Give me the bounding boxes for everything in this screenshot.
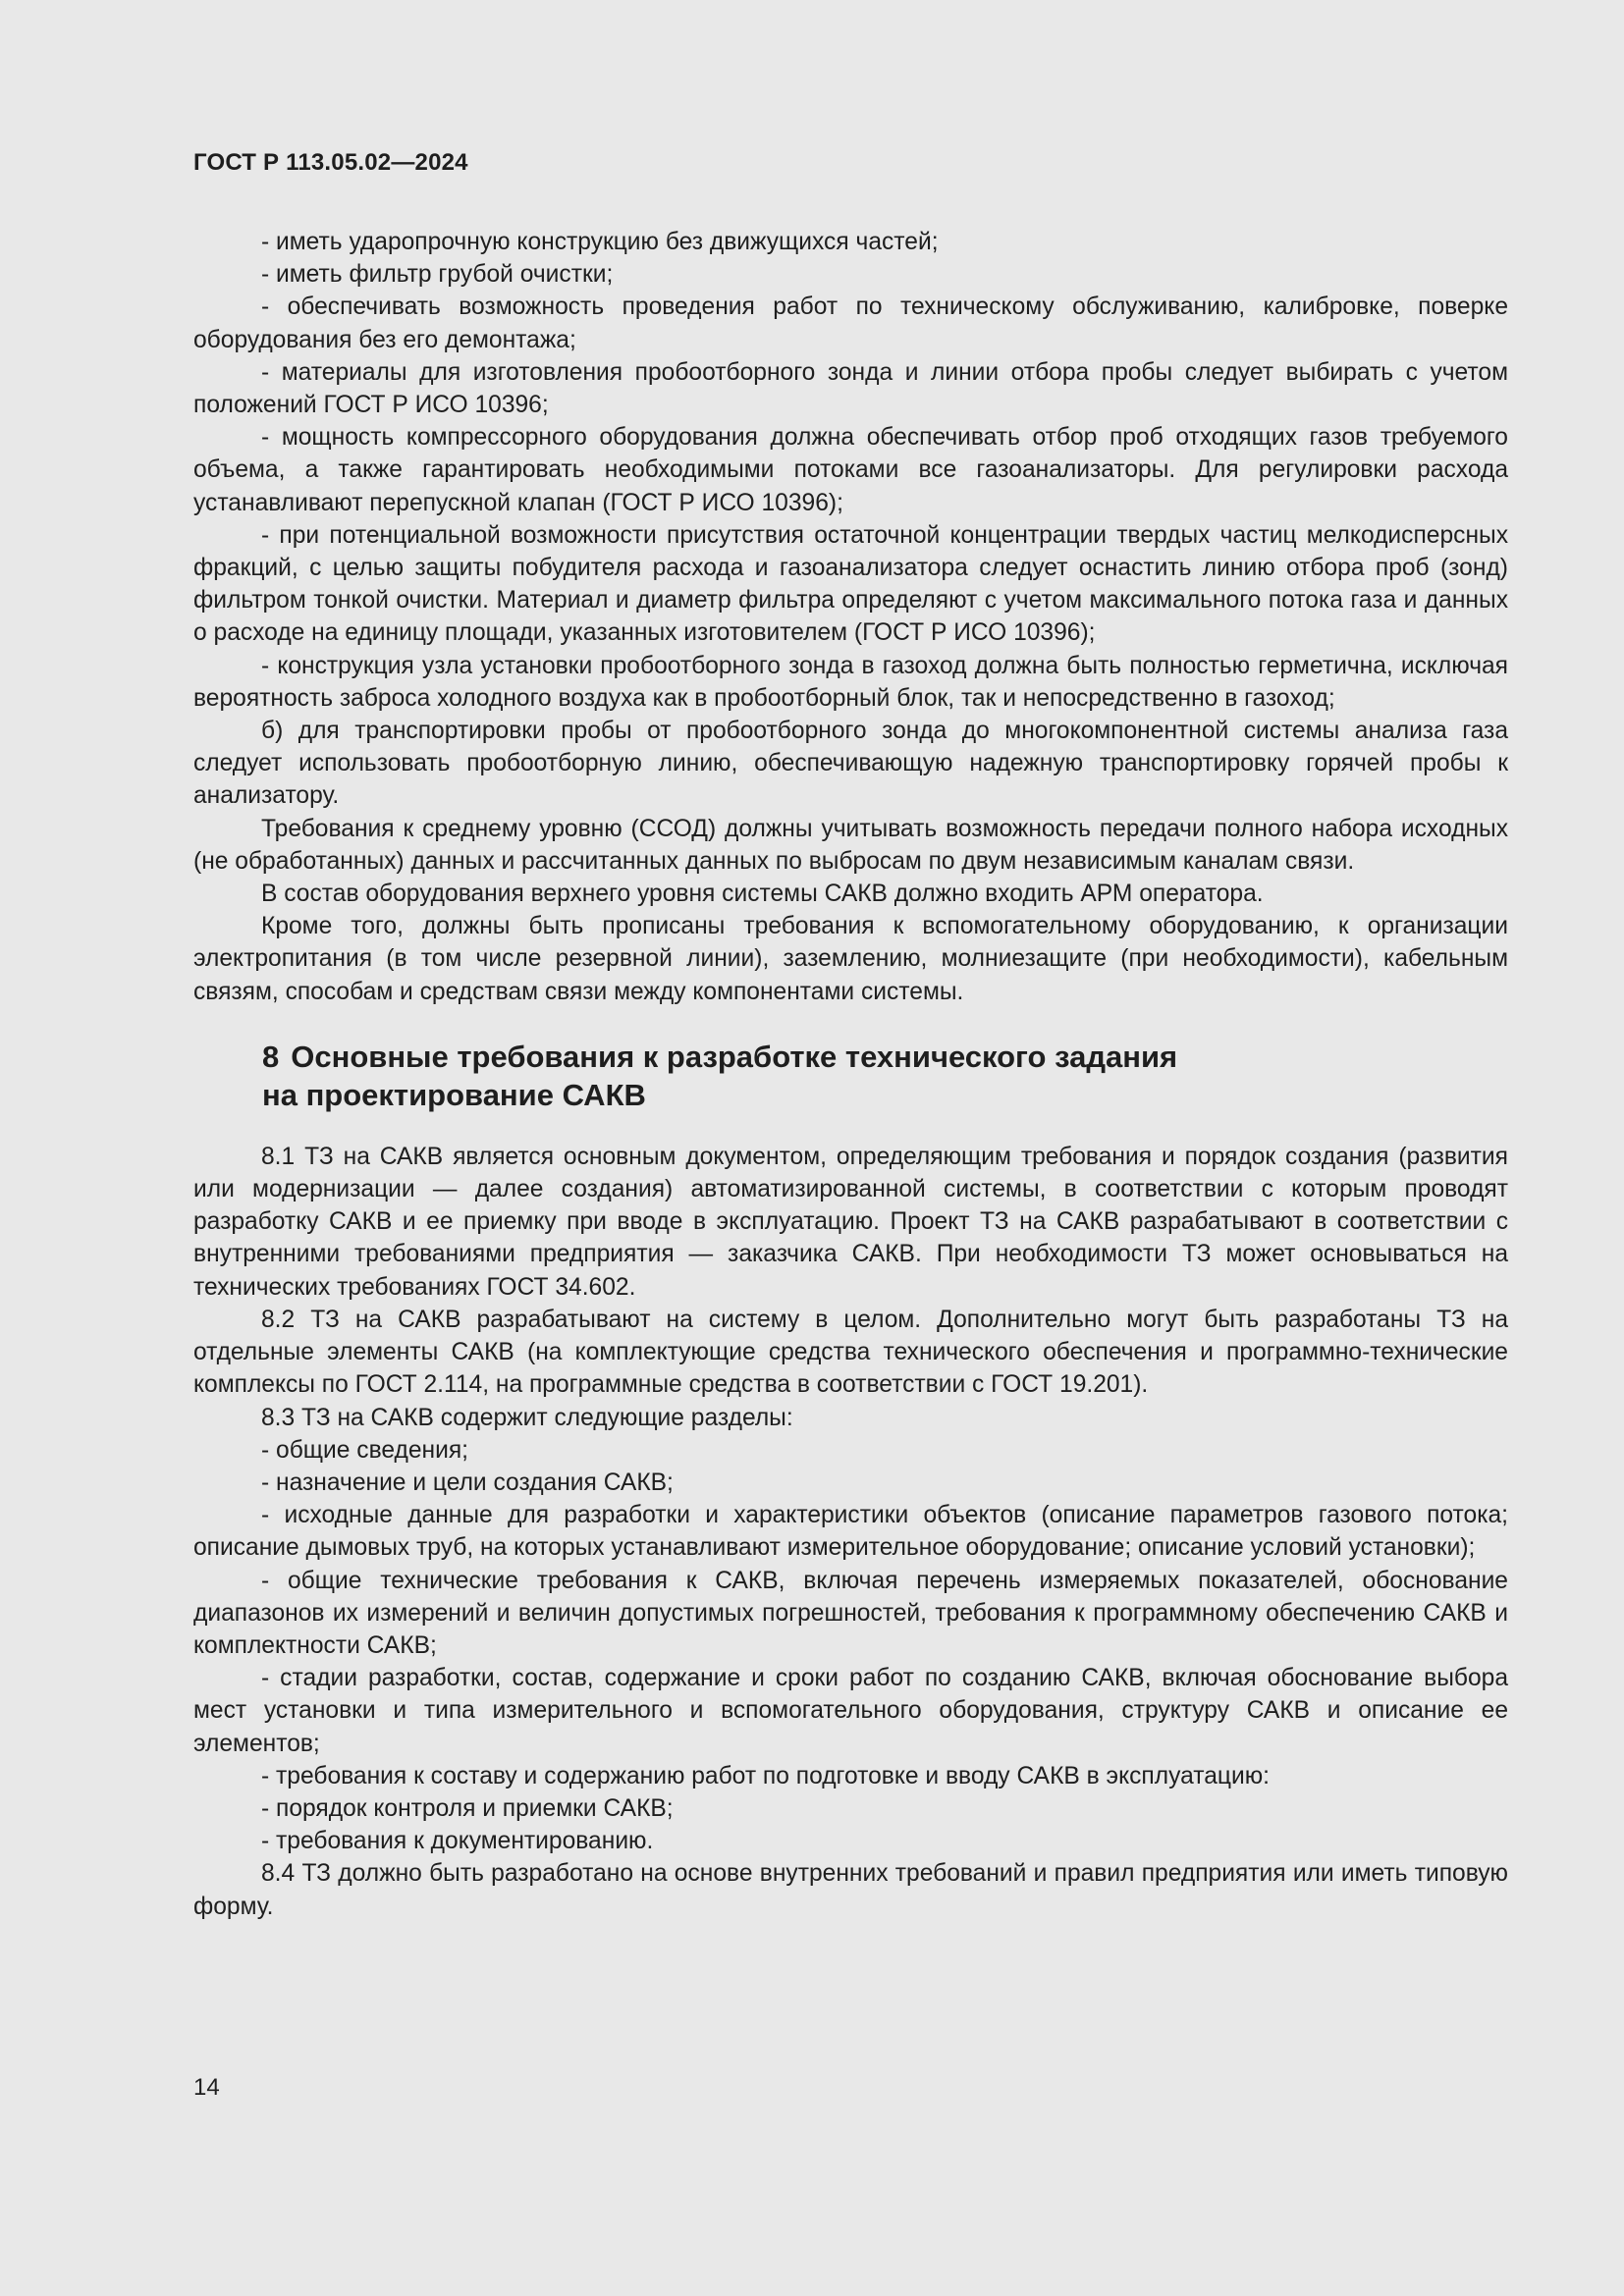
page-number: 14 — [193, 2074, 220, 2101]
paragraph: - мощность компрессорного оборудования должна обеспечивать отбор проб отходящих газов требуемого объема, а также гарантировать необходимыми потоками все газоанализаторы. Для регулировки расхода устанавливают перепускной клапан (ГОСТ Р ИСО 10396); — [193, 424, 1508, 516]
paragraph: - иметь фильтр грубой очистки; — [261, 261, 614, 289]
paragraph: - при потенциальной возможности присутствия остаточной концентрации твердых частиц мелкодисперсных фракций, с целью защиты побудителя расхода и газоанализатора следует оснастить линию отбора проб (зонд) фильтром тонкой очистки. Материал и диаметр фильтра определяют с учетом максимального потока газа и данных о расходе на единицу площади, указанных изготовителем (ГОСТ Р ИСО 10396); — [193, 521, 1508, 647]
paragraph: Кроме того, должны быть прописаны требования к вспомогательному оборудованию, к организации электропитания (в том числе резервной линии), заземлению, молниезащите (при необходимости), кабельным связям, способам и средствам связи между компонентами системы. — [193, 913, 1508, 1005]
paragraph: - конструкция узла установки пробоотборного зонда в газоход должна быть полностью герметична, исключая вероятность заброса холодного воздуха как в пробоотборный блок, так и непосредственно в газоход; — [193, 652, 1508, 712]
list-item: - порядок контроля и приемки САКВ; — [261, 1794, 674, 1822]
paragraph: б) для транспортировки пробы от пробоотборного зонда до многокомпонентной системы анализа газа следует использовать пробоотборную линию, обеспечивающую надежную транспортировку горячей пробы к анализатору. — [193, 718, 1508, 810]
paragraph: 8.1 ТЗ на САКВ является основным документом, определяющим требования и порядок создания (развития или модернизации — далее создания) автоматизированной системы, в соответствии с которым проводят разработку САКВ и ее приемку при вводе в эксплуатацию. Проект ТЗ на САКВ разрабатывают в соответствии с внутренними требованиями предприятия — заказчика САКВ. При необходимости ТЗ может основываться на технических требованиях ГОСТ 34.602. — [193, 1143, 1508, 1301]
list-item: - требования к документированию. — [261, 1828, 654, 1855]
paragraph: 8.2 ТЗ на САКВ разрабатывают на систему в целом. Дополнительно могут быть разработаны ТЗ на отдельные элементы САКВ (на комплектующие средства технического обеспечения и программно-технические комплексы по ГОСТ 2.114, на программные средства в соответствии с ГОСТ 19.201). — [193, 1306, 1508, 1399]
section-title-line-2: на проектирование САКВ — [262, 1077, 646, 1112]
document-body — [193, 226, 1508, 1923]
paragraph: - обеспечивать возможность проведения работ по техническому обслуживанию, калибровке, поверке оборудования без его демонтажа; — [193, 294, 1508, 353]
list-item: - общие технические требования к САКВ, включая перечень измеряемых показателей, обоснование диапазонов их измерений и величин допустимых погрешностей, требования к программному обеспечению САКВ и комплектности САКВ; — [193, 1567, 1508, 1659]
paragraph: - иметь ударопрочную конструкцию без движущихся частей; — [261, 229, 939, 255]
paragraph: Требования к среднему уровню (ССОД) должны учитывать возможность передачи полного набора исходных (не обработанных) данных и рассчитанных данных по выбросам по двум независимым каналам связи. — [193, 815, 1508, 875]
list-item: - исходные данные для разработки и характеристики объектов (описание параметров газового потока; описание дымовых труб, на которых устанавливают измерительное оборудование; описание условий установки); — [193, 1502, 1508, 1562]
paragraph: - материалы для изготовления пробоотборного зонда и линии отбора пробы следует выбирать с учетом положений ГОСТ Р ИСО 10396; — [193, 358, 1508, 419]
section-heading — [193, 1038, 1508, 1114]
list-item: - стадии разработки, состав, содержание и сроки работ по созданию САКВ, включая обоснование выбора мест установки и типа измерительного и вспомогательного оборудования, структуру САКВ и описание ее элементов; — [193, 1665, 1508, 1757]
section-number: 8 — [262, 1039, 280, 1074]
section-heading-line-1 — [262, 1038, 1508, 1076]
list-item: - назначение и цели создания САКВ; — [261, 1468, 674, 1496]
document-code-header: ГОСТ Р 113.05.02—2024 — [193, 149, 468, 176]
paragraph: В состав оборудования верхнего уровня системы САКВ должно входить АРМ оператора. — [261, 881, 1264, 908]
list-item: - требования к составу и содержанию работ по подготовке и вводу САКВ в эксплуатацию: — [261, 1762, 1271, 1789]
paragraph: 8.4 ТЗ должно быть разработано на основе внутренних требований и правил предприятия или иметь типовую форму. — [193, 1860, 1508, 1920]
paragraph: 8.3 ТЗ на САКВ содержит следующие разделы: — [261, 1404, 793, 1431]
section-title-line-1: Основные требования к разработке технического задания — [291, 1039, 1178, 1074]
list-item: - общие сведения; — [261, 1436, 468, 1464]
